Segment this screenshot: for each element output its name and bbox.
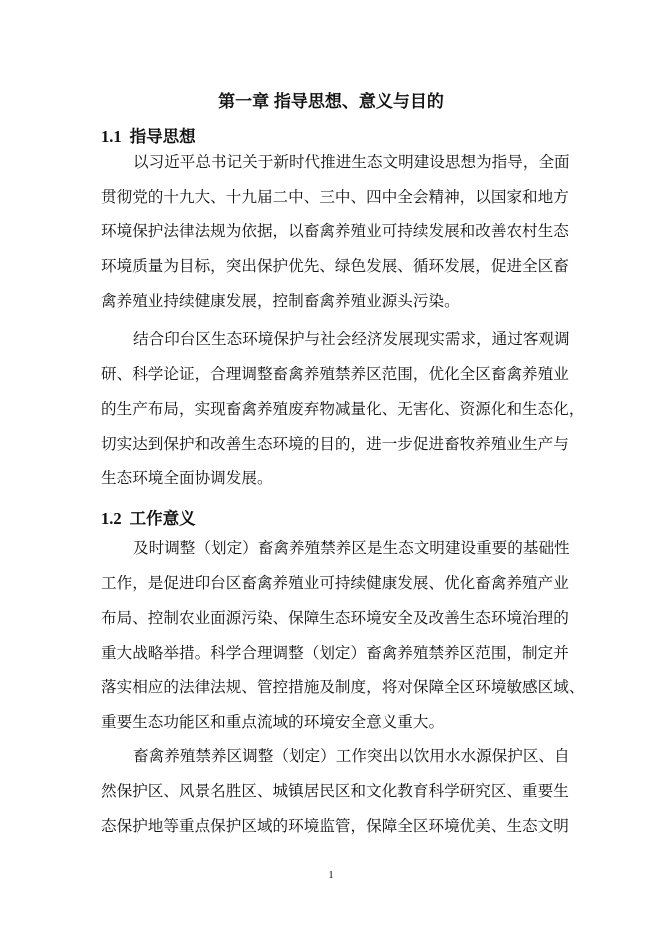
text-line: 环境保护法律法规为依据，以畜禽养殖业可持续发展和改善农村生态	[101, 223, 569, 240]
text-line: 禽养殖业持续健康发展，控制畜禽养殖业源头污染。	[101, 293, 460, 310]
text-line: 环境质量为目标，突出保护优先、绿色发展、循环发展，促进全区畜	[101, 258, 569, 275]
text-line: 研、科学论证，合理调整畜禽养殖禁养区范围，优化全区畜禽养殖业	[101, 366, 569, 383]
page-number: 1	[328, 869, 334, 881]
text-line: 重大战略举措。科学合理调整（划定）畜禽养殖禁养区范围，制定并	[101, 645, 569, 662]
text-line: 贯彻党的十九大、十九届二中、三中、四中全会精神，以国家和地方	[101, 189, 569, 206]
text-line: 生态环境全面协调发展。	[101, 470, 273, 487]
text-line: 畜禽养殖禁养区调整（划定）工作突出以饮用水水源保护区、自	[133, 748, 570, 765]
chapter-title: 第一章 指导思想、意义与目的	[218, 92, 444, 111]
text-line: 落实相应的法律法规、管控措施及制度，将对保障全区环境敏感区域、	[101, 679, 585, 696]
section-heading-1-1	[101, 123, 196, 147]
text-line: 切实达到保护和改善生态环境的目的，进一步促进畜牧养殖业生产与	[101, 436, 569, 453]
text-line: 以习近平总书记关于新时代推进生态文明建设思想为指导，全面	[133, 154, 570, 171]
text-line: 工作，是促进印台区畜禽养殖业可持续健康发展、优化畜禽养殖产业	[101, 575, 569, 592]
section-title: 工作意义	[129, 510, 196, 528]
section-heading-1-2	[101, 505, 196, 529]
section-number: 1.2	[101, 509, 122, 528]
section-number: 1.1	[101, 127, 122, 146]
text-line: 重要生态功能区和重点流域的环境安全意义重大。	[101, 714, 445, 731]
text-line: 然保护区、风景名胜区、城镇居民区和文化教育科学研究区、重要生	[101, 783, 569, 800]
text-line: 结合印台区生态环境保护与社会经济发展现实需求，通过客观调	[133, 331, 570, 348]
section-title: 指导思想	[129, 128, 196, 146]
text-line: 及时调整（划定）畜禽养殖禁养区是生态文明建设重要的基础性	[133, 540, 570, 557]
text-line: 的生产布局，实现畜禽养殖废弃物减量化、无害化、资源化和生态化，	[101, 401, 585, 418]
text-line: 布局、控制农业面源污染、保障生态环境安全及改善生态环境治理的	[101, 610, 569, 627]
text-line: 态保护地等重点保护区域的环境监管，保障全区环境优美、生态文明	[101, 818, 569, 835]
